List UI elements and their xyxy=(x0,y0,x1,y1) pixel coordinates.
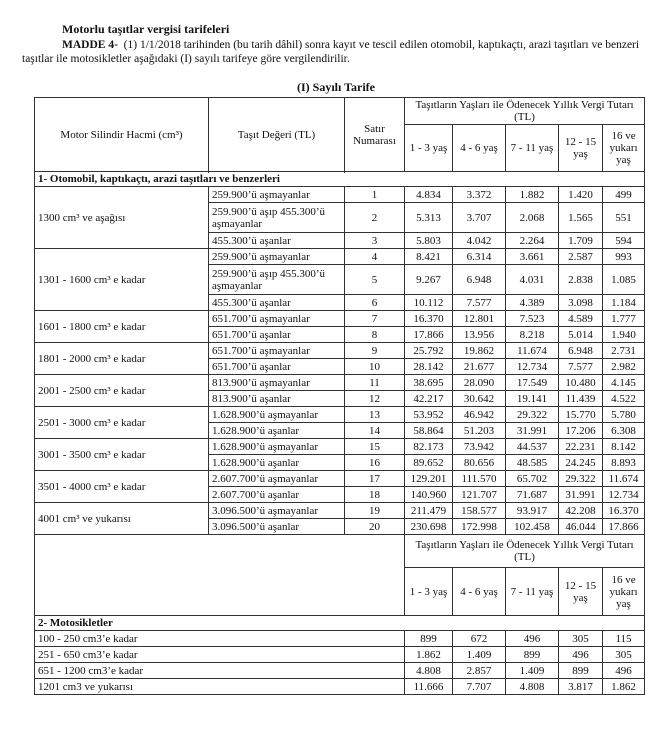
row-number-cell: 5 xyxy=(345,265,405,295)
tax-cell: 140.960 xyxy=(405,487,453,503)
tax-cell: 993 xyxy=(603,249,645,265)
header-tax-2: Taşıtların Yaşları ile Ödenecek Yıllık Vergi Tutarı (TL) xyxy=(405,535,645,568)
value-cell: 259.900’ü aşıp 455.300’ü aşmayanlar xyxy=(209,265,345,295)
tax-cell: 4.145 xyxy=(603,375,645,391)
tax-cell: 9.267 xyxy=(405,265,453,295)
tax-cell: 11.674 xyxy=(506,343,559,359)
tax-cell: 111.570 xyxy=(453,471,506,487)
tax-cell: 172.998 xyxy=(453,519,506,535)
tax-cell: 1.940 xyxy=(603,327,645,343)
engine-cell: 251 - 650 cm3’e kadar xyxy=(35,647,405,663)
header-age: 16 ve yukarı yaş xyxy=(603,568,645,616)
header-age: 4 - 6 yaş xyxy=(453,568,506,616)
header-age: 16 ve yukarı yaş xyxy=(603,125,645,172)
tax-cell: 1.777 xyxy=(603,311,645,327)
tax-cell: 4.031 xyxy=(506,265,559,295)
tax-cell: 31.991 xyxy=(559,487,603,503)
section-1-row xyxy=(35,172,645,187)
tax-cell: 11.674 xyxy=(603,471,645,487)
tax-cell: 42.208 xyxy=(559,503,603,519)
article-paragraph xyxy=(22,38,658,66)
tax-cell: 129.201 xyxy=(405,471,453,487)
tax-cell: 2.587 xyxy=(559,249,603,265)
tax-cell: 42.217 xyxy=(405,391,453,407)
value-cell: 1.628.900’ü aşmayanlar xyxy=(209,439,345,455)
value-cell: 2.607.700’ü aşanlar xyxy=(209,487,345,503)
row-number-cell: 2 xyxy=(345,203,405,233)
tax-cell: 15.770 xyxy=(559,407,603,423)
tax-cell: 17.866 xyxy=(405,327,453,343)
tax-cell: 19.862 xyxy=(453,343,506,359)
row-number-cell: 4 xyxy=(345,249,405,265)
tax-cell: 4.808 xyxy=(405,663,453,679)
engine-cell: 1801 - 2000 cm³ e kadar xyxy=(35,343,209,375)
tax-cell: 551 xyxy=(603,203,645,233)
tax-cell: 496 xyxy=(559,647,603,663)
row-number-cell: 3 xyxy=(345,233,405,249)
tax-cell: 2.068 xyxy=(506,203,559,233)
tax-cell: 22.231 xyxy=(559,439,603,455)
tax-cell: 29.322 xyxy=(506,407,559,423)
tax-cell: 8.421 xyxy=(405,249,453,265)
tax-cell: 6.948 xyxy=(453,265,506,295)
engine-cell: 1301 - 1600 cm³ e kadar xyxy=(35,249,209,311)
header-age: 1 - 3 yaş xyxy=(405,125,453,172)
tax-cell: 230.698 xyxy=(405,519,453,535)
tax-cell: 53.952 xyxy=(405,407,453,423)
value-cell: 259.900’ü aşmayanlar xyxy=(209,249,345,265)
tax-cell: 4.389 xyxy=(506,295,559,311)
engine-cell: 100 - 250 cm3’e kadar xyxy=(35,631,405,647)
tax-cell: 4.589 xyxy=(559,311,603,327)
tax-cell: 80.656 xyxy=(453,455,506,471)
tax-cell: 29.322 xyxy=(559,471,603,487)
tax-cell: 11.666 xyxy=(405,679,453,695)
engine-cell: 1201 cm3 ve yukarısı xyxy=(35,679,405,695)
engine-cell: 4001 cm³ ve yukarısı xyxy=(35,503,209,535)
header-age: 1 - 3 yaş xyxy=(405,568,453,616)
header-age: 12 - 15 yaş xyxy=(559,125,603,172)
tax-cell: 2.838 xyxy=(559,265,603,295)
tax-cell: 1.882 xyxy=(506,187,559,203)
tax-cell: 5.014 xyxy=(559,327,603,343)
header-blank xyxy=(35,535,405,616)
tax-cell: 11.439 xyxy=(559,391,603,407)
tax-cell: 1.862 xyxy=(603,679,645,695)
tax-cell: 8.218 xyxy=(506,327,559,343)
tax-cell: 44.537 xyxy=(506,439,559,455)
tax-cell: 102.458 xyxy=(506,519,559,535)
header-value: Taşıt Değeri (TL) xyxy=(209,98,345,172)
header-age: 7 - 11 yaş xyxy=(506,568,559,616)
tax-cell: 28.142 xyxy=(405,359,453,375)
tax-cell: 5.780 xyxy=(603,407,645,423)
section-2-title: 2- Motosikletler xyxy=(35,616,645,631)
table-row xyxy=(35,343,645,359)
tax-cell: 8.893 xyxy=(603,455,645,471)
tax-cell: 5.313 xyxy=(405,203,453,233)
tax-cell: 1.420 xyxy=(559,187,603,203)
tax-cell: 1.184 xyxy=(603,295,645,311)
tax-cell: 7.577 xyxy=(559,359,603,375)
tax-cell: 93.917 xyxy=(506,503,559,519)
tax-cell: 21.677 xyxy=(453,359,506,375)
table-title: (I) Sayılı Tarife xyxy=(296,80,375,94)
table-row xyxy=(35,439,645,455)
tax-cell: 899 xyxy=(506,647,559,663)
tax-cell: 89.652 xyxy=(405,455,453,471)
tax-cell: 51.203 xyxy=(453,423,506,439)
tax-cell: 17.866 xyxy=(603,519,645,535)
tax-cell: 1.409 xyxy=(453,647,506,663)
tax-cell: 305 xyxy=(603,647,645,663)
tax-cell: 3.817 xyxy=(559,679,603,695)
table-row xyxy=(35,647,645,663)
tax-cell: 4.522 xyxy=(603,391,645,407)
tax-tariff-table xyxy=(34,97,645,695)
row-number-cell: 15 xyxy=(345,439,405,455)
engine-cell: 2501 - 3000 cm³ e kadar xyxy=(35,407,209,439)
tax-cell: 499 xyxy=(603,187,645,203)
engine-cell: 651 - 1200 cm3’e kadar xyxy=(35,663,405,679)
tax-cell: 115 xyxy=(603,631,645,647)
table-row xyxy=(35,249,645,265)
tax-cell: 12.734 xyxy=(603,487,645,503)
header-age: 12 - 15 yaş xyxy=(559,568,603,616)
tax-cell: 17.549 xyxy=(506,375,559,391)
table-body xyxy=(35,98,645,695)
tax-cell: 31.991 xyxy=(506,423,559,439)
value-cell: 813.900’ü aşanlar xyxy=(209,391,345,407)
tax-cell: 3.661 xyxy=(506,249,559,265)
tax-cell: 38.695 xyxy=(405,375,453,391)
tax-cell: 4.808 xyxy=(506,679,559,695)
header-row-2 xyxy=(35,535,645,568)
tax-cell: 6.314 xyxy=(453,249,506,265)
article-label: MADDE 4- xyxy=(62,39,118,51)
tax-cell: 1.565 xyxy=(559,203,603,233)
tax-cell: 2.264 xyxy=(506,233,559,249)
value-cell: 1.628.900’ü aşmayanlar xyxy=(209,407,345,423)
tax-cell: 82.173 xyxy=(405,439,453,455)
table-row xyxy=(35,663,645,679)
tax-cell: 3.707 xyxy=(453,203,506,233)
tax-cell: 71.687 xyxy=(506,487,559,503)
tax-cell: 24.245 xyxy=(559,455,603,471)
tax-cell: 7.523 xyxy=(506,311,559,327)
document-title: Motorlu taşıtlar vergisi tarifeleri xyxy=(62,22,230,36)
value-cell: 651.700’ü aşmayanlar xyxy=(209,343,345,359)
tax-cell: 211.479 xyxy=(405,503,453,519)
tax-cell: 19.141 xyxy=(506,391,559,407)
tax-cell: 10.112 xyxy=(405,295,453,311)
tax-cell: 48.585 xyxy=(506,455,559,471)
tax-cell: 121.707 xyxy=(453,487,506,503)
tax-cell: 30.642 xyxy=(453,391,506,407)
tax-cell: 73.942 xyxy=(453,439,506,455)
tax-cell: 3.372 xyxy=(453,187,506,203)
value-cell: 455.300’ü aşanlar xyxy=(209,295,345,311)
article-text: (1) 1/1/2018 tarihinden (bu tarih dâhil) sonra kayıt ve tescil edilen otomobil, kaptıkaçtı, arazi taşıtları ve benzeri taşıtlar ile motosikletler aşağıdaki (I) sayılı tarifeye göre vergilendirilir. xyxy=(22,39,640,65)
tax-cell: 594 xyxy=(603,233,645,249)
table-row xyxy=(35,311,645,327)
tax-cell: 1.409 xyxy=(506,663,559,679)
tax-cell: 1.085 xyxy=(603,265,645,295)
value-cell: 3.096.500’ü aşmayanlar xyxy=(209,503,345,519)
table-row xyxy=(35,503,645,519)
tax-cell: 899 xyxy=(405,631,453,647)
value-cell: 259.900’ü aşıp 455.300’ü aşmayanlar xyxy=(209,203,345,233)
row-number-cell: 20 xyxy=(345,519,405,535)
value-cell: 259.900’ü aşmayanlar xyxy=(209,187,345,203)
value-cell: 3.096.500’ü aşanlar xyxy=(209,519,345,535)
table-row xyxy=(35,679,645,695)
header-row-number: Satır Numarası xyxy=(345,98,405,172)
row-number-cell: 16 xyxy=(345,455,405,471)
tax-cell: 2.857 xyxy=(453,663,506,679)
row-number-cell: 9 xyxy=(345,343,405,359)
engine-cell: 2001 - 2500 cm³ e kadar xyxy=(35,375,209,407)
tax-cell: 46.942 xyxy=(453,407,506,423)
row-number-cell: 12 xyxy=(345,391,405,407)
tax-cell: 25.792 xyxy=(405,343,453,359)
row-number-cell: 6 xyxy=(345,295,405,311)
tax-cell: 899 xyxy=(559,663,603,679)
tax-cell: 158.577 xyxy=(453,503,506,519)
tax-cell: 672 xyxy=(453,631,506,647)
table-row xyxy=(35,631,645,647)
tax-cell: 10.480 xyxy=(559,375,603,391)
tax-cell: 8.142 xyxy=(603,439,645,455)
tax-cell: 2.982 xyxy=(603,359,645,375)
tax-cell: 7.577 xyxy=(453,295,506,311)
tax-cell: 16.370 xyxy=(405,311,453,327)
tax-cell: 28.090 xyxy=(453,375,506,391)
row-number-cell: 18 xyxy=(345,487,405,503)
header-age: 7 - 11 yaş xyxy=(506,125,559,172)
value-cell: 651.700’ü aşanlar xyxy=(209,327,345,343)
row-number-cell: 10 xyxy=(345,359,405,375)
tax-cell: 65.702 xyxy=(506,471,559,487)
tax-cell: 2.731 xyxy=(603,343,645,359)
value-cell: 2.607.700’ü aşmayanlar xyxy=(209,471,345,487)
section-2-row xyxy=(35,616,645,631)
tax-cell: 58.864 xyxy=(405,423,453,439)
header-tax: Taşıtların Yaşları ile Ödenecek Yıllık Vergi Tutarı (TL) xyxy=(405,98,645,125)
tax-cell: 17.206 xyxy=(559,423,603,439)
row-number-cell: 17 xyxy=(345,471,405,487)
value-cell: 1.628.900’ü aşanlar xyxy=(209,455,345,471)
tax-cell: 12.801 xyxy=(453,311,506,327)
tax-cell: 496 xyxy=(506,631,559,647)
engine-cell: 1300 cm³ ve aşağısı xyxy=(35,187,209,249)
table-row xyxy=(35,471,645,487)
tax-cell: 46.044 xyxy=(559,519,603,535)
row-number-cell: 8 xyxy=(345,327,405,343)
tax-cell: 305 xyxy=(559,631,603,647)
row-number-cell: 1 xyxy=(345,187,405,203)
tax-cell: 6.948 xyxy=(559,343,603,359)
header-age: 4 - 6 yaş xyxy=(453,125,506,172)
table-row xyxy=(35,187,645,203)
header-row xyxy=(35,98,645,125)
table-row xyxy=(35,375,645,391)
engine-cell: 3501 - 4000 cm³ e kadar xyxy=(35,471,209,503)
value-cell: 813.900’ü aşmayanlar xyxy=(209,375,345,391)
row-number-cell: 7 xyxy=(345,311,405,327)
tax-cell: 6.308 xyxy=(603,423,645,439)
header-engine: Motor Silindir Hacmi (cm³) xyxy=(35,98,209,172)
row-number-cell: 14 xyxy=(345,423,405,439)
engine-cell: 1601 - 1800 cm³ e kadar xyxy=(35,311,209,343)
value-cell: 651.700’ü aşanlar xyxy=(209,359,345,375)
tax-cell: 5.803 xyxy=(405,233,453,249)
tax-cell: 3.098 xyxy=(559,295,603,311)
tax-cell: 1.862 xyxy=(405,647,453,663)
tax-cell: 13.956 xyxy=(453,327,506,343)
row-number-cell: 11 xyxy=(345,375,405,391)
value-cell: 1.628.900’ü aşanlar xyxy=(209,423,345,439)
value-cell: 455.300’ü aşanlar xyxy=(209,233,345,249)
tax-cell: 496 xyxy=(603,663,645,679)
engine-cell: 3001 - 3500 cm³ e kadar xyxy=(35,439,209,471)
value-cell: 651.700’ü aşmayanlar xyxy=(209,311,345,327)
tax-cell: 12.734 xyxy=(506,359,559,375)
tax-cell: 7.707 xyxy=(453,679,506,695)
table-row xyxy=(35,407,645,423)
tax-cell: 4.042 xyxy=(453,233,506,249)
section-1-title: 1- Otomobil, kaptıkaçtı, arazi taşıtları ve benzerleri xyxy=(35,172,645,187)
tax-cell: 1.709 xyxy=(559,233,603,249)
tax-cell: 4.834 xyxy=(405,187,453,203)
row-number-cell: 19 xyxy=(345,503,405,519)
tax-cell: 16.370 xyxy=(603,503,645,519)
row-number-cell: 13 xyxy=(345,407,405,423)
